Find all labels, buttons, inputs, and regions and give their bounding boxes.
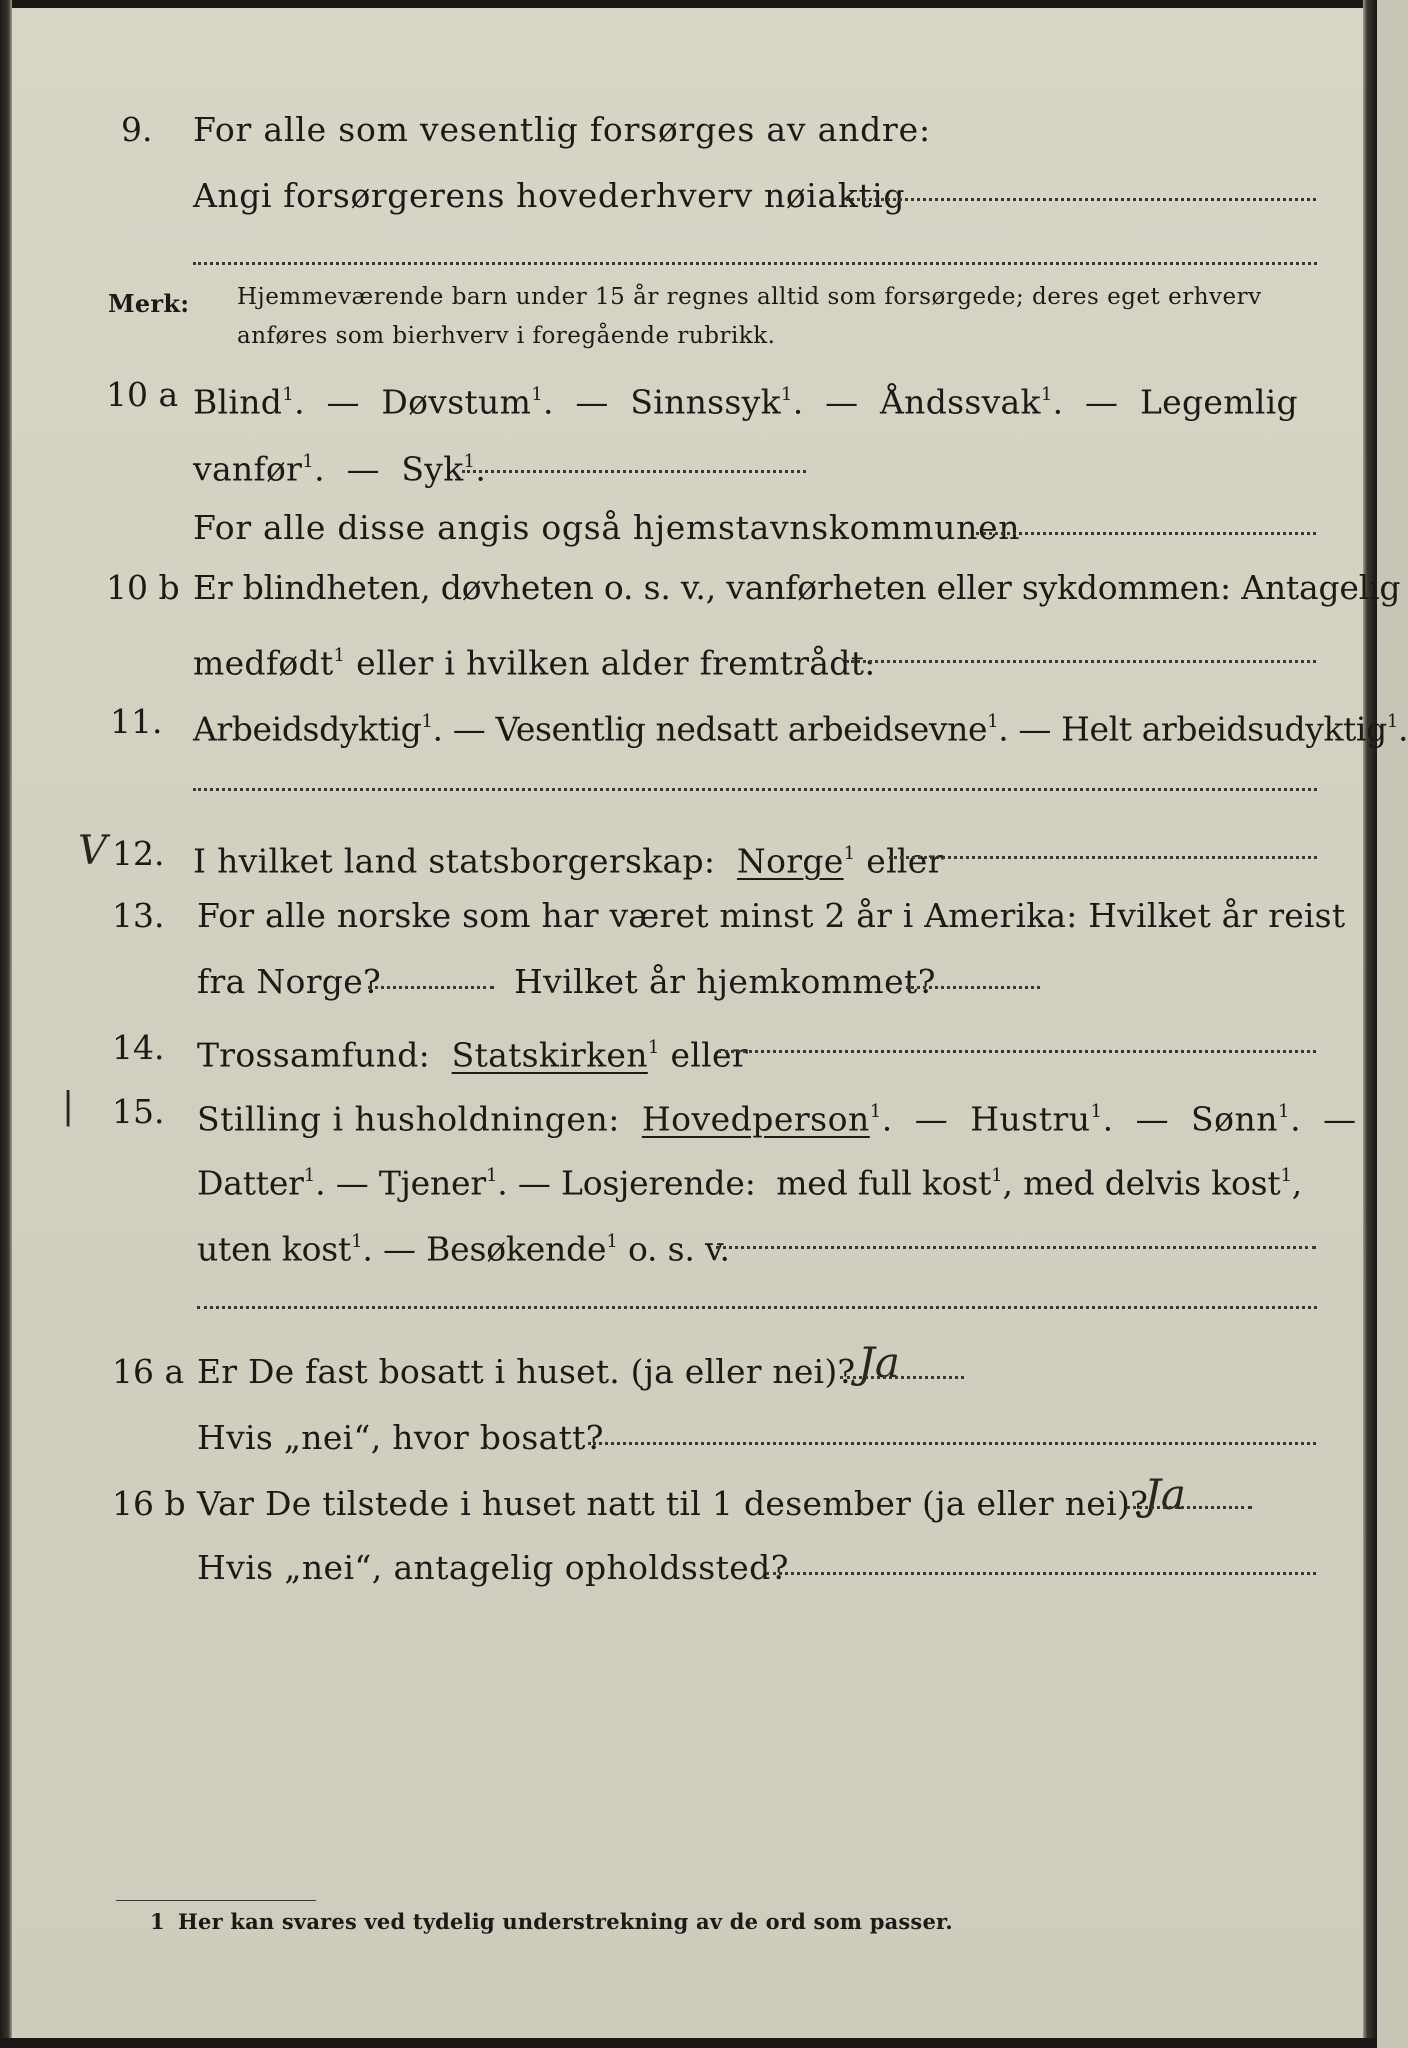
option-sinnssyk[interactable]: Sinnssyk xyxy=(630,382,781,422)
question-14-text: Trossamfund: Statskirken$^1$ eller xyxy=(197,1035,748,1075)
answer-field-9[interactable] xyxy=(846,198,1316,201)
question-11-text: Arbeidsdyktig$^1$. — Vesentlig nedsatt arbeidsevne$^1$. — Helt arbeidsudyktig$^1$. xyxy=(193,709,1408,749)
answer-field-9b[interactable] xyxy=(193,262,1317,265)
answer-field-15b[interactable] xyxy=(197,1306,1317,1309)
option-sonn[interactable]: Sønn xyxy=(1191,1099,1279,1139)
question-16a-number: 16 a xyxy=(112,1352,185,1391)
question-10a-line2: vanfør$^1$. — Syk$^1$. xyxy=(193,449,487,489)
answer-field-16b[interactable] xyxy=(1126,1506,1252,1509)
option-datter[interactable]: Datter xyxy=(197,1163,304,1203)
option-uten-kost[interactable]: uten kost xyxy=(197,1229,352,1269)
question-13-hjem: Hvilket år hjemkommet? xyxy=(514,962,936,1001)
option-andssvak[interactable]: Åndssvak xyxy=(880,382,1041,422)
question-10a-number: 10 a xyxy=(106,375,179,414)
question-10a-line1: Blind$^1$. — Døvstum$^1$. — Sinnssyk$^1$. — Åndssvak$^1$. — Legemlig xyxy=(193,382,1298,422)
question-16b-line2: Hvis „nei“, antagelig opholdssted? xyxy=(197,1548,789,1587)
answer-field-16b-opholdssted[interactable] xyxy=(766,1572,1316,1575)
option-arbeidsudyktig[interactable]: Helt arbeidsudyktig xyxy=(1061,709,1387,749)
question-16a-text: Er De fast bosatt i huset. (ja eller nei)? xyxy=(197,1352,856,1391)
option-delvis-kost[interactable]: med delvis kost xyxy=(1023,1163,1281,1203)
answer-field-11[interactable] xyxy=(193,788,1317,791)
answer-field-10b[interactable] xyxy=(846,660,1316,663)
answer-field-13-fra[interactable] xyxy=(368,986,494,989)
handwritten-check-15: | xyxy=(62,1086,75,1127)
option-legemlig[interactable]: Legemlig xyxy=(1139,382,1298,422)
merk-line-1: Hjemmeværende barn under 15 år regnes alltid som forsørgede; deres eget erhverv xyxy=(237,284,1262,310)
option-hovedperson[interactable]: Hovedperson xyxy=(641,1099,870,1139)
option-full-kost[interactable]: med full kost xyxy=(776,1163,992,1203)
scan-edge-bottom xyxy=(0,2038,1377,2048)
answer-field-10a[interactable] xyxy=(462,470,806,473)
question-15-line1: Stilling i husholdningen: Hovedperson$^1$. — Hustru$^1$. — Sønn$^1$. — xyxy=(197,1099,1357,1139)
question-11-number: 11. xyxy=(110,702,163,741)
question-9-number: 9. xyxy=(121,110,153,149)
question-9-text: For alle som vesentlig forsørges av andre: xyxy=(193,110,931,149)
question-15-line3: uten kost$^1$. — Besøkende$^1$ o. s. v. xyxy=(197,1229,730,1269)
question-10a-line3: For alle disse angis også hjemstavnskommunen xyxy=(193,508,1021,547)
footnote-mark: 1 xyxy=(150,1909,165,1934)
answer-field-16a-bosatt[interactable] xyxy=(588,1442,1316,1445)
answer-field-12[interactable] xyxy=(889,856,1317,859)
option-besokende[interactable]: Besøkende xyxy=(426,1229,607,1269)
option-medfodt[interactable]: medfødt xyxy=(193,643,334,683)
scan-edge-right xyxy=(1363,0,1377,2048)
question-10b-number: 10 b xyxy=(106,568,180,607)
question-12-text: I hvilket land statsborgerskap: Norge$^1$ eller xyxy=(193,841,944,881)
answer-field-14[interactable] xyxy=(718,1050,1316,1053)
option-vanfor[interactable]: vanfør xyxy=(193,449,303,489)
answer-field-10a-kommune[interactable] xyxy=(976,532,1316,535)
handwritten-check-12: V xyxy=(78,828,107,874)
scan-edge-top xyxy=(0,0,1377,8)
question-16b-text: Var De tilstede i huset natt til 1 desember (ja eller nei)? xyxy=(197,1484,1149,1523)
question-15-line2: Datter$^1$. — Tjener$^1$. — Losjerende: med full kost$^1$, med delvis kost$^1$, xyxy=(197,1163,1303,1203)
handwritten-answer-16b: Ja xyxy=(1144,1470,1186,1519)
option-tjener[interactable]: Tjener xyxy=(378,1163,486,1203)
question-14-number: 14. xyxy=(112,1028,165,1067)
option-statskirken[interactable]: Statskirken xyxy=(451,1035,648,1075)
question-16a-line2: Hvis „nei“, hvor bosatt? xyxy=(197,1418,604,1457)
option-blind[interactable]: Blind xyxy=(193,382,283,422)
question-13-fra-norge: fra Norge? xyxy=(197,962,382,1001)
option-syk[interactable]: Syk xyxy=(401,449,464,489)
question-16b-number: 16 b xyxy=(112,1484,186,1523)
question-10b-line2: medfødt$^1$ eller i hvilken alder fremtrådt: xyxy=(193,643,876,683)
merk-label: Merk: xyxy=(108,289,190,318)
footnote-text: Her kan svares ved tydelig understrekning av de ord som passer. xyxy=(178,1909,953,1934)
merk-line-2: anføres som bierhverv i foregående rubrikk. xyxy=(237,323,776,349)
scan-edge-left xyxy=(0,0,12,2048)
question-15-number: 15. xyxy=(112,1092,165,1131)
handwritten-answer-16a: Ja xyxy=(858,1338,900,1387)
question-13-line1: For alle norske som har været minst 2 år i Amerika: Hvilket år reist xyxy=(197,896,1346,935)
option-hustru[interactable]: Hustru xyxy=(970,1099,1091,1139)
question-12-number: 12. xyxy=(112,834,165,873)
option-arbeidsdyktig[interactable]: Arbeidsdyktig xyxy=(193,709,422,749)
footnote-divider xyxy=(116,1900,316,1901)
answer-field-13-hjem[interactable] xyxy=(906,986,1040,989)
option-nedsatt[interactable]: Vesentlig nedsatt arbeidsevne xyxy=(495,709,988,749)
question-9-line2: Angi forsørgerens hovederhverv nøiaktig xyxy=(193,176,906,215)
option-dovstum[interactable]: Døvstum xyxy=(381,382,532,422)
answer-field-16a[interactable] xyxy=(840,1376,964,1379)
question-10b-line1: Er blindheten, døvheten o. s. v., vanførheten eller sykdommen: Antagelig xyxy=(193,568,1401,607)
option-norge[interactable]: Norge xyxy=(736,841,844,881)
answer-field-15[interactable] xyxy=(716,1246,1316,1249)
question-13-number: 13. xyxy=(112,896,165,935)
